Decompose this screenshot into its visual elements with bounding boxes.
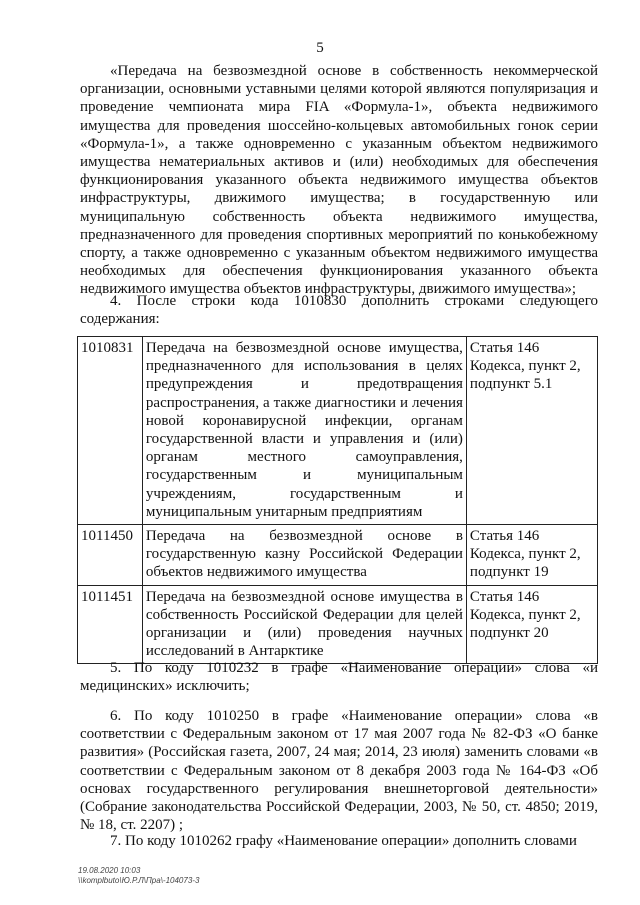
table-row [78,585,598,664]
code-cell: 1010831 [78,337,143,525]
code-cell: 1011450 [78,525,143,586]
reference-cell: Статья 146 Кодекса, пункт 2, подпункт 20 [466,585,597,664]
paragraph-6: 6. По коду 1010250 в графе «Наименование операции» слова «в соответствии с Федеральным законом от 17 мая 2007 года № 82-ФЗ «О банке развития» (Российская газета, 2007, 24 мая; 2014, 23 июля) заменить словами «в соответствии с Федеральным законом от 8 декабря 2003 года № 164-ФЗ «Об основах государственного регулирования внешнеторговой деятельности» (Собрание законодательства Российской Федерации, 2003, № 50, ст. 4850; 2019, № 18, ст. 2207) ; [80,708,598,834]
reference-cell: Статья 146 Кодекса, пункт 2, подпункт 19 [466,525,597,586]
table-row [78,337,598,525]
paragraph-7: 7. По коду 1010262 графу «Наименование операции» дополнить словами [110,833,577,849]
description-cell: Передача на безвозмездной основе имущества, предназначенного для использования в целях предупреждения и предотвращения распространения, а также диагностики и лечения новой коронавирусной инфекции, органам государственной власти и управления и (или) органам местного самоуправления, государственным и муниципальным учреждениям, государственным и муниципальным унитарным предприятиям [142,337,466,525]
footer-timestamp: 19.08.2020 10:03 [78,866,141,875]
paragraph-quote: «Передача на безвозмездной основе в собственность некоммерческой организации, основными уставными целями которой являются популяризация и проведение чемпионата мира FIA «Формула-1», объекта недвижимого имущества для проведения шоссейно-кольцевых автомобильных гонок серии «Формула-1», а также одновременно с указанным объектом недвижимого имущества нематериальных активов и (или) необходимых для обеспечения функционирования указанного объекта недвижимого имущества объектов инфраструктуры, движимого имущества; в государственную или муниципальную собственность объекта недвижимого имущества, предназначенного для проведения спортивных мероприятий по конькобежному спорту, а также одновременно с указанным объектом недвижимого имущества необходимых для обеспечения функционирования указанного объекта недвижимого имущества объектов инфраструктуры, движимого имущества»; [80,63,598,298]
page-number: 5 [316,40,324,56]
description-cell: Передача на безвозмездной основе имущества в собственность Российской Федерации для целей организации и (или) проведения научных исследований в Антарктике [142,585,466,664]
paragraph-5: 5. По коду 1010232 в графе «Наименование операции» слова «и медицинских» исключить; [80,660,598,695]
code-cell: 1011451 [78,585,143,664]
reference-cell: Статья 146 Кодекса, пункт 2, подпункт 5.1 [466,337,597,525]
operations-codes-table [77,336,598,664]
description-cell: Передача на безвозмездной основе в государственную казну Российской Федерации объектов недвижимого имущества [142,525,466,586]
footer-file-path: \\komplbuto\Ю.Р.Л\Пра\-104073-3 [78,876,200,885]
table-row [78,525,598,586]
paragraph-4: 4. После строки кода 1010830 дополнить строками следующего содержания: [80,293,598,328]
document-footer [78,866,199,886]
